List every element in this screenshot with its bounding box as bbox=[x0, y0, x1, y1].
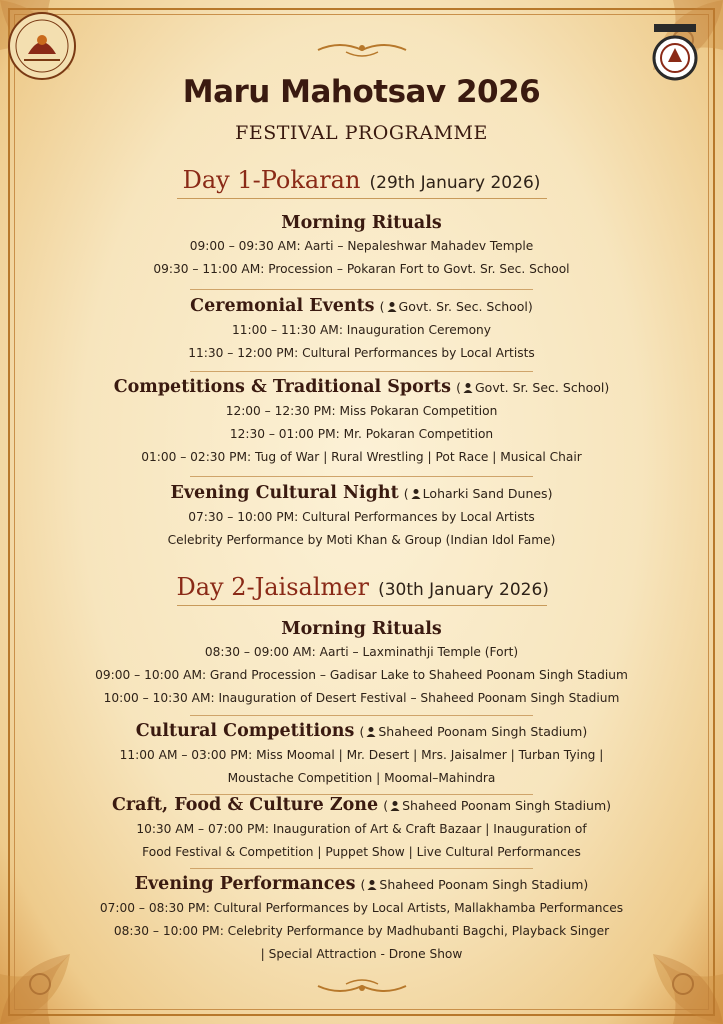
schedule-line: 11:00 – 11:30 AM: Inauguration Ceremony bbox=[232, 323, 491, 337]
maru-mahotsav-logo-icon bbox=[6, 10, 78, 82]
schedule-line: 09:00 – 10:00 AM: Grand Procession – Gadisar Lake to Shaheed Poonam Singh Stadium bbox=[95, 668, 628, 682]
location-pin-icon bbox=[411, 488, 421, 499]
day-name: Day 1-Pokaran bbox=[182, 166, 361, 194]
schedule-line: 07:00 – 08:30 PM: Cultural Performances by Local Artists, Mallakhamba Performances bbox=[99, 901, 624, 915]
schedule-line: 07:30 – 10:00 PM: Cultural Performances by Local Artists bbox=[188, 510, 535, 524]
schedule-line: 09:30 – 11:00 AM: Procession – Pokaran Fort to Govt. Sr. Sec. School bbox=[153, 262, 570, 276]
day2-morning-rituals bbox=[0, 617, 723, 710]
page-title: Maru Mahotsav 2026 bbox=[182, 74, 541, 110]
schedule-line: 12:30 – 01:00 PM: Mr. Pokaran Competition bbox=[229, 427, 494, 441]
schedule-line: 09:00 – 09:30 AM: Aarti – Nepaleshwar Mahadev Temple bbox=[189, 239, 534, 253]
schedule-line: | Special Attraction - Drone Show bbox=[260, 947, 463, 961]
day1-ceremonial-events bbox=[0, 294, 723, 365]
location-pin-icon bbox=[367, 879, 377, 890]
bottom-ornament-icon bbox=[316, 976, 408, 996]
day-date: (29th January 2026) bbox=[369, 173, 541, 193]
schedule-line: 10:30 AM – 07:00 PM: Inauguration of Art & Craft Bazaar | Inauguration of bbox=[136, 822, 587, 836]
day-date: (30th January 2026) bbox=[378, 580, 549, 600]
section-title: Morning Rituals bbox=[281, 213, 442, 233]
schedule-line: Food Festival & Competition | Puppet Show | Live Cultural Performances bbox=[142, 845, 581, 859]
schedule-line: Moustache Competition | Moomal–Mahindra bbox=[227, 771, 496, 785]
section-title: Cultural Competitions bbox=[135, 721, 355, 741]
schedule-line: 12:00 – 12:30 PM: Miss Pokaran Competition bbox=[225, 404, 498, 418]
section-venue: ( Shaheed Poonam Singh Stadium) bbox=[360, 877, 589, 892]
schedule-line: 08:30 – 10:00 PM: Celebrity Performance by Madhubanti Bagchi, Playback Singer bbox=[113, 924, 610, 938]
section-title: Ceremonial Events bbox=[190, 296, 375, 316]
section-venue: ( Govt. Sr. Sec. School) bbox=[456, 380, 610, 395]
section-venue: ( Govt. Sr. Sec. School) bbox=[379, 299, 533, 314]
day2-craft-food-culture bbox=[0, 793, 723, 864]
location-pin-icon bbox=[366, 726, 376, 737]
day1-evening-cultural-night bbox=[0, 481, 723, 552]
day2-evening-performances bbox=[0, 872, 723, 966]
schedule-line: 01:00 – 02:30 PM: Tug of War | Rural Wrestling | Pot Race | Musical Chair bbox=[141, 450, 582, 464]
day-1-heading bbox=[0, 166, 723, 199]
location-pin-icon bbox=[390, 800, 400, 811]
section-divider bbox=[190, 371, 533, 372]
page-subtitle: FESTIVAL PROGRAMME bbox=[235, 122, 488, 144]
top-ornament-icon bbox=[316, 40, 408, 60]
day-2-heading bbox=[0, 573, 723, 606]
schedule-line: 11:00 AM – 03:00 PM: Miss Moomal | Mr. Desert | Mrs. Jaisalmer | Turban Tying | bbox=[119, 748, 604, 762]
day1-morning-rituals bbox=[0, 211, 723, 281]
day2-cultural-competitions bbox=[0, 719, 723, 790]
section-divider bbox=[190, 476, 533, 477]
section-divider bbox=[190, 289, 533, 290]
section-title: Morning Rituals bbox=[281, 619, 442, 639]
schedule-line: Celebrity Performance by Moti Khan & Group (Indian Idol Fame) bbox=[167, 533, 556, 547]
location-pin-icon bbox=[463, 382, 473, 393]
section-title: Evening Cultural Night bbox=[170, 483, 399, 503]
section-venue: ( Shaheed Poonam Singh Stadium) bbox=[359, 724, 588, 739]
section-title: Craft, Food & Culture Zone bbox=[111, 795, 379, 815]
section-title: Competitions & Traditional Sports bbox=[113, 377, 451, 397]
day1-competitions bbox=[0, 375, 723, 469]
day-name: Day 2-Jaisalmer bbox=[176, 573, 369, 601]
section-divider bbox=[190, 868, 533, 869]
schedule-line: 10:00 – 10:30 AM: Inauguration of Desert Festival – Shaheed Poonam Singh Stadium bbox=[103, 691, 620, 705]
schedule-line: 11:30 – 12:00 PM: Cultural Performances by Local Artists bbox=[188, 346, 535, 360]
section-venue: ( Shaheed Poonam Singh Stadium) bbox=[383, 798, 612, 813]
schedule-line: 08:30 – 09:00 AM: Aarti – Laxminathji Temple (Fort) bbox=[204, 645, 519, 659]
section-venue: ( Loharki Sand Dunes) bbox=[403, 486, 553, 501]
location-pin-icon bbox=[387, 301, 397, 312]
section-title: Evening Performances bbox=[134, 874, 356, 894]
section-divider bbox=[190, 715, 533, 716]
